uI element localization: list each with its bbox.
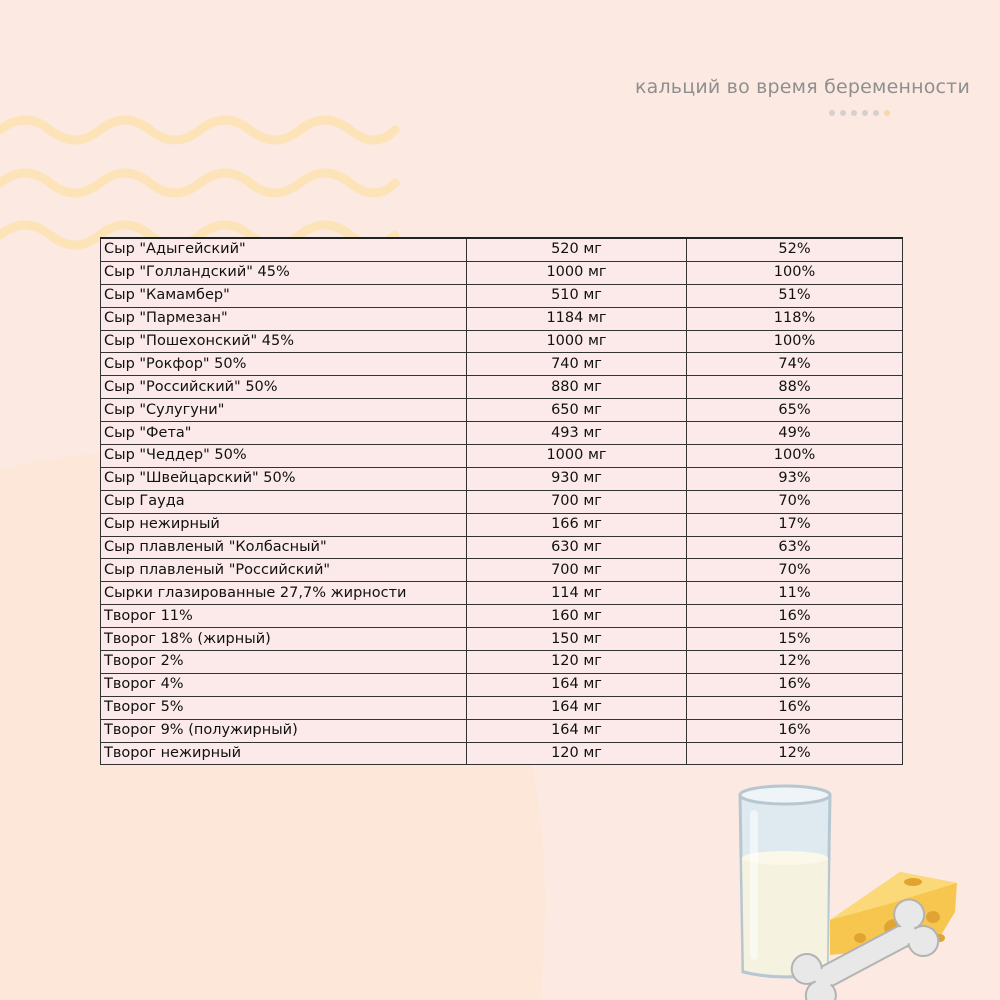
- table-row: [101, 490, 903, 513]
- daily-percent-cell: 16%: [687, 673, 903, 696]
- table-row: [101, 261, 903, 284]
- calcium-amount-cell: 166 мг: [467, 513, 687, 536]
- calcium-amount-cell: 930 мг: [467, 467, 687, 490]
- daily-percent-cell: 16%: [687, 719, 903, 742]
- decorative-waves: [0, 95, 400, 255]
- calcium-amount-cell: 493 мг: [467, 422, 687, 445]
- milk-glass-icon: [740, 786, 830, 977]
- calcium-amount-cell: 700 мг: [467, 490, 687, 513]
- table-row: [101, 284, 903, 307]
- dot: [851, 110, 857, 116]
- product-name-cell: Сыр "Камамбер": [101, 284, 467, 307]
- daily-percent-cell: 100%: [687, 261, 903, 284]
- calcium-amount-cell: 120 мг: [467, 742, 687, 765]
- daily-percent-cell: 93%: [687, 467, 903, 490]
- dot: [829, 110, 835, 116]
- table-row: [101, 536, 903, 559]
- daily-percent-cell: 16%: [687, 696, 903, 719]
- table-row: [101, 445, 903, 468]
- product-name-cell: Сыр "Сулугуни": [101, 399, 467, 422]
- table-row: [101, 742, 903, 765]
- product-name-cell: Сыр нежирный: [101, 513, 467, 536]
- table-row: [101, 513, 903, 536]
- table-row: [101, 719, 903, 742]
- calcium-amount-cell: 510 мг: [467, 284, 687, 307]
- product-name-cell: Творог 9% (полужирный): [101, 719, 467, 742]
- table-row: [101, 353, 903, 376]
- table-row: [101, 376, 903, 399]
- calcium-amount-cell: 1184 мг: [467, 307, 687, 330]
- calcium-amount-cell: 700 мг: [467, 559, 687, 582]
- product-name-cell: Сырки глазированные 27,7% жирности: [101, 582, 467, 605]
- calcium-amount-cell: 630 мг: [467, 536, 687, 559]
- daily-percent-cell: 70%: [687, 559, 903, 582]
- table-row: [101, 559, 903, 582]
- daily-percent-cell: 100%: [687, 445, 903, 468]
- product-name-cell: Сыр плавленый "Российский": [101, 559, 467, 582]
- daily-percent-cell: 12%: [687, 651, 903, 674]
- daily-percent-cell: 118%: [687, 307, 903, 330]
- table-row: [101, 696, 903, 719]
- daily-percent-cell: 100%: [687, 330, 903, 353]
- header-caption: кальций во время беременности: [634, 76, 970, 98]
- product-name-cell: Сыр "Пошехонский" 45%: [101, 330, 467, 353]
- table-row: [101, 673, 903, 696]
- table-row: [101, 399, 903, 422]
- daily-percent-cell: 49%: [687, 422, 903, 445]
- table-row: [101, 307, 903, 330]
- table-row: [101, 238, 903, 261]
- daily-percent-cell: 15%: [687, 628, 903, 651]
- product-name-cell: Сыр "Швейцарский" 50%: [101, 467, 467, 490]
- table-row: [101, 582, 903, 605]
- product-name-cell: Сыр "Пармезан": [101, 307, 467, 330]
- product-name-cell: Творог 4%: [101, 673, 467, 696]
- product-name-cell: Творог 2%: [101, 651, 467, 674]
- daily-percent-cell: 12%: [687, 742, 903, 765]
- daily-percent-cell: 70%: [687, 490, 903, 513]
- product-name-cell: Сыр "Адыгейский": [101, 238, 467, 261]
- calcium-amount-cell: 1000 мг: [467, 445, 687, 468]
- dot: [884, 110, 890, 116]
- daily-percent-cell: 16%: [687, 605, 903, 628]
- pagination-dots: [829, 110, 890, 116]
- calcium-amount-cell: 160 мг: [467, 605, 687, 628]
- table-row: [101, 330, 903, 353]
- calcium-amount-cell: 114 мг: [467, 582, 687, 605]
- product-name-cell: Творог 5%: [101, 696, 467, 719]
- product-name-cell: Творог нежирный: [101, 742, 467, 765]
- calcium-amount-cell: 164 мг: [467, 719, 687, 742]
- daily-percent-cell: 11%: [687, 582, 903, 605]
- daily-percent-cell: 52%: [687, 238, 903, 261]
- product-name-cell: Сыр "Российский" 50%: [101, 376, 467, 399]
- dot: [873, 110, 879, 116]
- calcium-amount-cell: 164 мг: [467, 696, 687, 719]
- calcium-amount-cell: 1000 мг: [467, 330, 687, 353]
- product-name-cell: Сыр "Чеддер" 50%: [101, 445, 467, 468]
- calcium-amount-cell: 120 мг: [467, 651, 687, 674]
- table-row: [101, 467, 903, 490]
- product-name-cell: Сыр "Голландский" 45%: [101, 261, 467, 284]
- table-row: [101, 628, 903, 651]
- table-row: [101, 422, 903, 445]
- calcium-amount-cell: 650 мг: [467, 399, 687, 422]
- dot: [840, 110, 846, 116]
- calcium-amount-cell: 740 мг: [467, 353, 687, 376]
- table-row: [101, 605, 903, 628]
- table-row: [101, 651, 903, 674]
- daily-percent-cell: 51%: [687, 284, 903, 307]
- daily-percent-cell: 65%: [687, 399, 903, 422]
- calcium-amount-cell: 880 мг: [467, 376, 687, 399]
- daily-percent-cell: 88%: [687, 376, 903, 399]
- daily-percent-cell: 63%: [687, 536, 903, 559]
- calcium-amount-cell: 164 мг: [467, 673, 687, 696]
- calcium-amount-cell: 1000 мг: [467, 261, 687, 284]
- daily-percent-cell: 17%: [687, 513, 903, 536]
- calcium-amount-cell: 150 мг: [467, 628, 687, 651]
- dot: [862, 110, 868, 116]
- product-name-cell: Сыр плавленый "Колбасный": [101, 536, 467, 559]
- daily-percent-cell: 74%: [687, 353, 903, 376]
- product-name-cell: Сыр Гауда: [101, 490, 467, 513]
- product-name-cell: Сыр "Рокфор" 50%: [101, 353, 467, 376]
- product-name-cell: Сыр "Фета": [101, 422, 467, 445]
- product-name-cell: Творог 18% (жирный): [101, 628, 467, 651]
- calcium-table: [100, 237, 903, 765]
- product-name-cell: Творог 11%: [101, 605, 467, 628]
- dairy-illustration: [735, 780, 965, 1000]
- calcium-amount-cell: 520 мг: [467, 238, 687, 261]
